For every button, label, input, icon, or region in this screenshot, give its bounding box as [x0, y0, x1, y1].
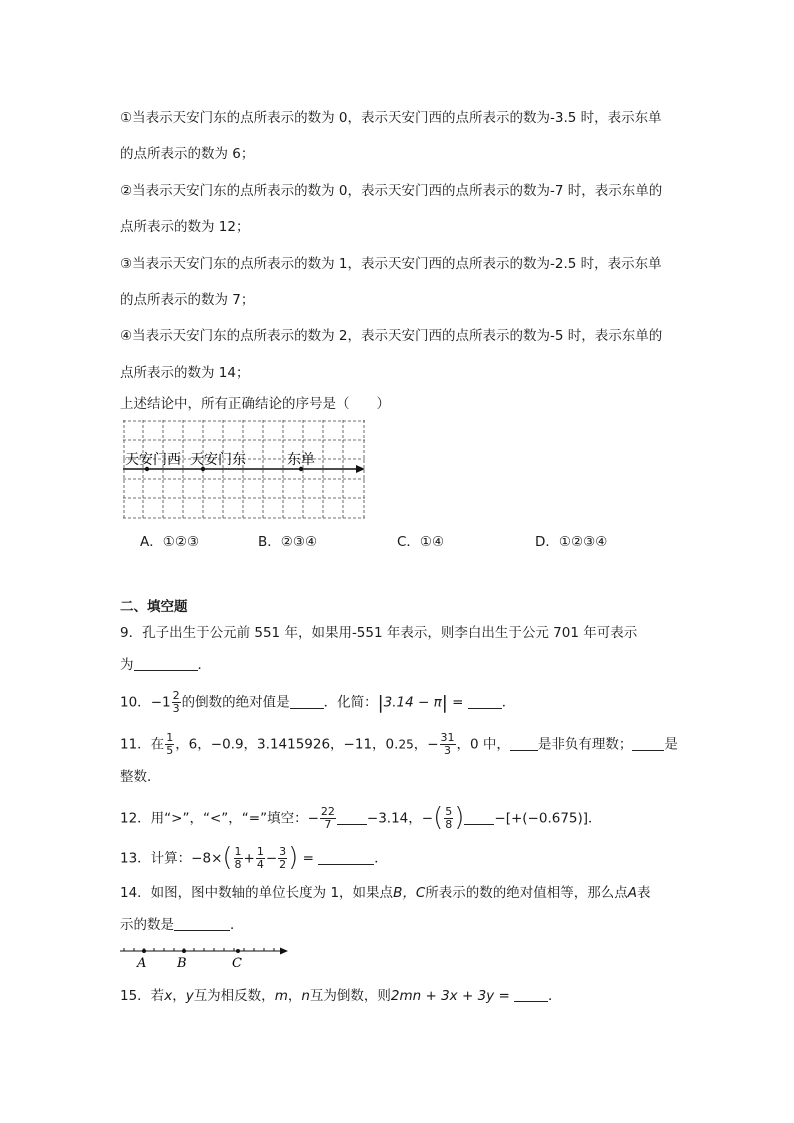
q15-b: 互为相反数， — [193, 988, 275, 1004]
option-b[interactable]: B．②③④ — [258, 534, 318, 550]
q12-cmp: −3.14，− — [366, 810, 434, 827]
q11-blank-1[interactable] — [510, 736, 538, 751]
q10-fraction — [172, 690, 181, 715]
q11-line-2: 整数． — [120, 769, 161, 785]
q11-line-1 — [120, 732, 678, 757]
q15-expr: 2mn + 3x + 3y = — [390, 988, 510, 1004]
q15-m: m — [274, 988, 288, 1004]
q9-prefix: 为 — [120, 657, 134, 673]
q12-f1-num: 22 — [320, 805, 335, 818]
q15-a: 15．若 — [120, 988, 165, 1004]
q8-statement-2a: ②当表示天安门东的点所表示的数为 0，表示天安门西的点所表示的数为-7 时，表示东单的 — [120, 183, 663, 199]
q10-simplify: ．化简： — [323, 694, 378, 711]
q11-mid: 是非负有理数； — [537, 736, 633, 753]
q15-line: 15．若x，y互为相反数，m，n互为倒数，则2mn + 3x + 3y = ． — [120, 988, 562, 1004]
q15-y: y — [185, 988, 194, 1004]
q10-abs-expr: 3.14 − π — [383, 694, 442, 711]
q10-text: 的倒数的绝对值是 — [181, 694, 290, 711]
q13-frac-b — [256, 846, 265, 871]
number-line-grid-figure — [123, 420, 365, 519]
q13-eq: = — [302, 850, 314, 867]
q13-end: ． — [374, 850, 388, 867]
q15-x: x — [164, 988, 173, 1004]
q11-number: 11．在 — [120, 736, 165, 753]
q14-line2-text: 示的数是 — [120, 917, 174, 933]
q11-fraction-1 — [165, 732, 174, 757]
q11-f1-num: 1 — [166, 731, 174, 744]
q11-f1-den: 5 — [166, 744, 174, 757]
q15-answer-blank[interactable] — [514, 987, 548, 1002]
q8-statement-4a: ④当表示天安门东的点所表示的数为 2，表示天安门西的点所表示的数为-5 时，表示东单的 — [120, 328, 663, 344]
q12-line: 12．用“>”，“<”，“=”填空：− $\frac{22}{7}$ −3.14，−( $\frac{5}{8}$ ) −[+(−0.675)]． — [120, 802, 602, 833]
q12-f2-num: 5 — [445, 805, 453, 818]
q14-answer-blank[interactable] — [174, 916, 230, 931]
q8-question: 上述结论中，所有正确结论的序号是（ ） — [120, 396, 390, 412]
q13-c-den: 2 — [279, 858, 287, 871]
q12-blank-1[interactable] — [337, 810, 367, 825]
q13-frac-a — [234, 846, 243, 871]
label-tiananmen-east: 天安门东 — [190, 452, 246, 468]
q12-fraction-1 — [320, 806, 336, 831]
q10-number: 10． — [120, 694, 151, 711]
q12-fraction-2 — [444, 806, 453, 831]
q10-frac-den: 3 — [172, 702, 180, 715]
q8-statement-2b: 点所表示的数为 12； — [120, 219, 250, 235]
q12-f1-den: 7 — [324, 818, 332, 831]
q13-line: 13．计算：−8×( $\frac{1}{8}$ + $\frac{1}{4}$ − $\frac{3}{2}$ ) = ． — [120, 842, 388, 873]
q14-c: 表 — [637, 885, 651, 901]
label-a: A — [137, 956, 147, 971]
q14-b: 所表示的数的绝对值相等，那么点 — [425, 885, 628, 901]
q13-b-den: 4 — [256, 858, 264, 871]
q12-f2-den: 8 — [445, 818, 453, 831]
label-tiananmen-west: 天安门西 — [125, 452, 181, 468]
q10-blank-2[interactable] — [468, 694, 502, 709]
q11-end: 是 — [664, 736, 678, 753]
q8-statement-1a: ①当表示天安门东的点所表示的数为 0，表示天安门西的点所表示的数为-3.5 时，表示东单 — [120, 110, 662, 126]
q8-statement-3b: 的点所表示的数为 7； — [120, 292, 255, 308]
q10-neg-whole: −1 — [150, 694, 171, 711]
label-dongdan: 东单 — [287, 452, 315, 468]
q13-a-den: 8 — [234, 858, 242, 871]
q15-n: n — [301, 988, 310, 1004]
q13-frac-c — [278, 846, 287, 871]
q11-blank-2[interactable] — [632, 736, 664, 751]
q14-line-1 — [120, 884, 651, 902]
q10-frac-num: 2 — [172, 689, 180, 702]
option-c[interactable]: C．①④ — [397, 534, 445, 550]
option-d[interactable]: D．①②③④ — [535, 534, 608, 550]
number-line-arrow-icon — [280, 948, 288, 955]
q11-f2-num: 31 — [440, 731, 455, 744]
q14-end: ． — [230, 917, 244, 933]
q13-c-num: 3 — [279, 845, 287, 858]
q8-statement-1b: 的点所表示的数为 6； — [120, 146, 255, 162]
q11-tail: ，0 中， — [456, 736, 510, 753]
q9-line-2: 为 ． — [120, 657, 211, 673]
q11-f2-den: 3 — [444, 744, 452, 757]
q11-sep: ，− — [413, 736, 439, 753]
q14-number-line — [120, 944, 290, 972]
q13-a-num: 1 — [234, 845, 242, 858]
q12-end: ． — [588, 810, 602, 827]
q9-answer-blank[interactable] — [134, 656, 198, 671]
q10-eq: = — [452, 694, 464, 711]
q14-point-a: A — [627, 885, 638, 901]
option-a[interactable]: A．①②③ — [140, 534, 200, 550]
q10-line: 10．−1 $\frac{2}{3}$ 的倒数的绝对值是 ．化简：|3.14 − π| = ． — [120, 689, 516, 715]
q14-points: B，C — [393, 885, 426, 901]
q14-line-2 — [120, 916, 244, 934]
label-b: B — [177, 956, 187, 971]
q13-b-num: 1 — [256, 845, 264, 858]
q12-inner: −[+(−0.675)] — [494, 810, 589, 827]
q8-statement-3a: ③当表示天安门东的点所表示的数为 1，表示天安门西的点所表示的数为-2.5 时，表示东单 — [120, 256, 662, 272]
q11-fraction-2 — [440, 732, 456, 757]
section-title-fill-blank: 二、填空题 — [120, 599, 188, 615]
q9-line-1: 9．孔子出生于公元前 551 年，如果用-551 年表示，则李白出生于公元 701 年可表示 — [120, 625, 638, 641]
q12-blank-2[interactable] — [464, 810, 494, 825]
q11-list: ，6，−0.9，3.1415926，−11，0. — [175, 736, 399, 753]
point-c — [236, 949, 240, 953]
q13-lead: 13．计算：−8× — [120, 850, 223, 867]
q15-c: 互为倒数，则 — [309, 988, 391, 1004]
q10-blank-1[interactable] — [290, 694, 324, 709]
point-a — [142, 949, 146, 953]
label-c: C — [232, 956, 242, 971]
q11-repeating: 25 — [398, 737, 414, 752]
point-b — [182, 949, 186, 953]
q15-end: ． — [548, 988, 562, 1004]
q8-statement-4b: 点所表示的数为 14； — [120, 365, 250, 381]
q12-lead: 12．用“>”，“<”，“=”填空：− — [120, 810, 319, 827]
q13-answer-blank[interactable] — [318, 850, 374, 865]
q14-a: 14．如图，图中数轴的单位长度为 1，如果点 — [120, 885, 394, 901]
